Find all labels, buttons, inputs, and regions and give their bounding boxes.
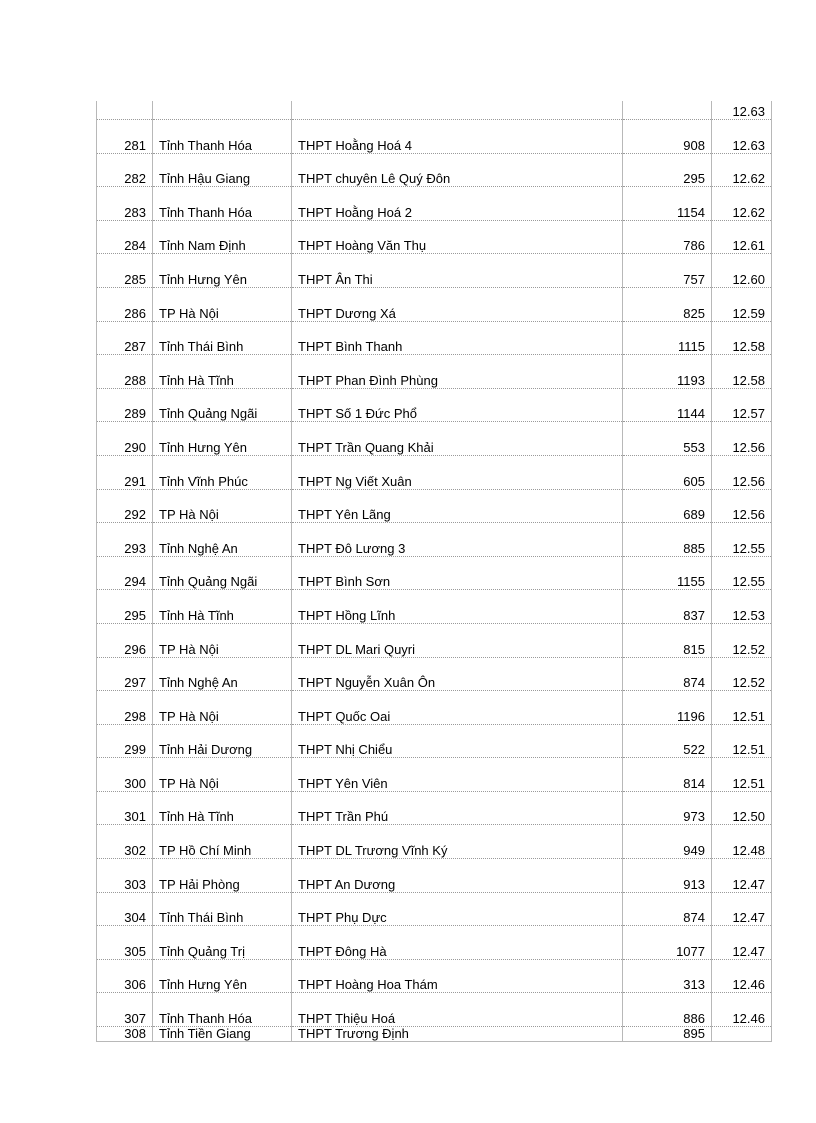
table-row bbox=[97, 355, 772, 389]
school-cell: THPT Hoàng Văn Thụ bbox=[292, 220, 623, 254]
school-cell: THPT Phụ Dực bbox=[292, 892, 623, 926]
table-body bbox=[97, 101, 772, 1042]
school-cell: THPT Bình Thanh bbox=[292, 321, 623, 355]
school-cell: THPT Trương Định bbox=[292, 1027, 623, 1042]
count-cell: 814 bbox=[623, 758, 712, 792]
province-cell bbox=[153, 101, 292, 120]
province-cell: Tỉnh Hưng Yên bbox=[153, 959, 292, 993]
count-cell: 295 bbox=[623, 153, 712, 187]
rank-cell bbox=[97, 101, 153, 120]
school-cell: THPT Hồng Lĩnh bbox=[292, 590, 623, 624]
count-cell: 522 bbox=[623, 724, 712, 758]
score-cell: 12.62 bbox=[712, 153, 772, 187]
score-cell: 12.63 bbox=[712, 120, 772, 154]
score-cell: 12.56 bbox=[712, 455, 772, 489]
school-cell: THPT DL Trương Vĩnh Ký bbox=[292, 825, 623, 859]
table-row bbox=[97, 859, 772, 893]
province-cell: Tỉnh Hà Tĩnh bbox=[153, 355, 292, 389]
school-cell bbox=[292, 101, 623, 120]
score-cell: 12.55 bbox=[712, 556, 772, 590]
province-cell: Tỉnh Hà Tĩnh bbox=[153, 590, 292, 624]
count-cell: 1154 bbox=[623, 187, 712, 221]
table-row bbox=[97, 724, 772, 758]
count-cell: 895 bbox=[623, 1027, 712, 1042]
province-cell: Tỉnh Quảng Trị bbox=[153, 926, 292, 960]
count-cell: 973 bbox=[623, 791, 712, 825]
rank-cell: 286 bbox=[97, 287, 153, 321]
school-cell: THPT Yên Viên bbox=[292, 758, 623, 792]
table-row bbox=[97, 101, 772, 120]
rank-cell: 292 bbox=[97, 489, 153, 523]
score-cell: 12.61 bbox=[712, 220, 772, 254]
score-cell: 12.47 bbox=[712, 859, 772, 893]
rank-cell: 307 bbox=[97, 993, 153, 1027]
school-cell: THPT Trần Quang Khải bbox=[292, 422, 623, 456]
province-cell: TP Hà Nội bbox=[153, 287, 292, 321]
school-cell: THPT Nhị Chiểu bbox=[292, 724, 623, 758]
score-cell: 12.46 bbox=[712, 993, 772, 1027]
province-cell: Tỉnh Hải Dương bbox=[153, 724, 292, 758]
province-cell: Tỉnh Nghệ An bbox=[153, 657, 292, 691]
school-cell: THPT Quốc Oai bbox=[292, 691, 623, 725]
table-row bbox=[97, 388, 772, 422]
score-cell: 12.59 bbox=[712, 287, 772, 321]
rank-cell: 287 bbox=[97, 321, 153, 355]
province-cell: Tỉnh Thanh Hóa bbox=[153, 993, 292, 1027]
score-cell: 12.58 bbox=[712, 355, 772, 389]
count-cell: 553 bbox=[623, 422, 712, 456]
province-cell: Tỉnh Quảng Ngãi bbox=[153, 556, 292, 590]
count-cell: 885 bbox=[623, 523, 712, 557]
count-cell: 837 bbox=[623, 590, 712, 624]
table-row bbox=[97, 556, 772, 590]
school-cell: THPT Hoàng Hoa Thám bbox=[292, 959, 623, 993]
school-cell: THPT An Dương bbox=[292, 859, 623, 893]
count-cell: 786 bbox=[623, 220, 712, 254]
table-row bbox=[97, 1027, 772, 1042]
school-cell: THPT Trần Phú bbox=[292, 791, 623, 825]
score-cell bbox=[712, 1027, 772, 1042]
rank-cell: 284 bbox=[97, 220, 153, 254]
count-cell: 874 bbox=[623, 892, 712, 926]
province-cell: TP Hải Phòng bbox=[153, 859, 292, 893]
count-cell: 908 bbox=[623, 120, 712, 154]
score-cell: 12.47 bbox=[712, 892, 772, 926]
score-cell: 12.46 bbox=[712, 959, 772, 993]
score-cell: 12.63 bbox=[712, 101, 772, 120]
school-cell: THPT Bình Sơn bbox=[292, 556, 623, 590]
province-cell: TP Hồ Chí Minh bbox=[153, 825, 292, 859]
count-cell: 825 bbox=[623, 287, 712, 321]
table-row bbox=[97, 590, 772, 624]
score-cell: 12.57 bbox=[712, 388, 772, 422]
province-cell: Tỉnh Hưng Yên bbox=[153, 422, 292, 456]
count-cell: 815 bbox=[623, 623, 712, 657]
count-cell: 313 bbox=[623, 959, 712, 993]
province-cell: Tỉnh Thái Bình bbox=[153, 321, 292, 355]
rank-cell: 305 bbox=[97, 926, 153, 960]
table-row bbox=[97, 791, 772, 825]
table-row bbox=[97, 926, 772, 960]
score-cell: 12.55 bbox=[712, 523, 772, 557]
school-cell: THPT Hoằng Hoá 2 bbox=[292, 187, 623, 221]
count-cell: 1193 bbox=[623, 355, 712, 389]
count-cell: 1144 bbox=[623, 388, 712, 422]
score-cell: 12.51 bbox=[712, 724, 772, 758]
table-row bbox=[97, 287, 772, 321]
score-cell: 12.48 bbox=[712, 825, 772, 859]
score-cell: 12.60 bbox=[712, 254, 772, 288]
rank-cell: 283 bbox=[97, 187, 153, 221]
score-cell: 12.47 bbox=[712, 926, 772, 960]
school-cell: THPT Hoằng Hoá 4 bbox=[292, 120, 623, 154]
table-row bbox=[97, 153, 772, 187]
province-cell: Tỉnh Thanh Hóa bbox=[153, 120, 292, 154]
school-cell: THPT Nguyễn Xuân Ôn bbox=[292, 657, 623, 691]
score-cell: 12.53 bbox=[712, 590, 772, 624]
score-cell: 12.51 bbox=[712, 758, 772, 792]
rank-cell: 306 bbox=[97, 959, 153, 993]
count-cell: 1077 bbox=[623, 926, 712, 960]
score-cell: 12.58 bbox=[712, 321, 772, 355]
table-row bbox=[97, 959, 772, 993]
province-cell: Tỉnh Nghệ An bbox=[153, 523, 292, 557]
table-row bbox=[97, 120, 772, 154]
school-cell: THPT Ng Viết Xuân bbox=[292, 455, 623, 489]
count-cell: 689 bbox=[623, 489, 712, 523]
rank-cell: 290 bbox=[97, 422, 153, 456]
rank-cell: 288 bbox=[97, 355, 153, 389]
table-row bbox=[97, 623, 772, 657]
rank-cell: 297 bbox=[97, 657, 153, 691]
province-cell: Tỉnh Thanh Hóa bbox=[153, 187, 292, 221]
school-cell: THPT Số 1 Đức Phổ bbox=[292, 388, 623, 422]
province-cell: Tỉnh Vĩnh Phúc bbox=[153, 455, 292, 489]
table-row bbox=[97, 321, 772, 355]
school-cell: THPT Đông Hà bbox=[292, 926, 623, 960]
school-cell: THPT chuyên Lê Quý Đôn bbox=[292, 153, 623, 187]
table-row bbox=[97, 455, 772, 489]
rank-cell: 295 bbox=[97, 590, 153, 624]
table-row bbox=[97, 993, 772, 1027]
province-cell: Tỉnh Tiền Giang bbox=[153, 1027, 292, 1042]
table-row bbox=[97, 254, 772, 288]
table-row bbox=[97, 657, 772, 691]
school-cell: THPT Phan Đình Phùng bbox=[292, 355, 623, 389]
rank-cell: 299 bbox=[97, 724, 153, 758]
province-cell: Tỉnh Hưng Yên bbox=[153, 254, 292, 288]
score-cell: 12.56 bbox=[712, 489, 772, 523]
rank-cell: 298 bbox=[97, 691, 153, 725]
count-cell bbox=[623, 101, 712, 120]
province-cell: TP Hà Nội bbox=[153, 758, 292, 792]
rank-cell: 302 bbox=[97, 825, 153, 859]
province-cell: TP Hà Nội bbox=[153, 489, 292, 523]
score-cell: 12.51 bbox=[712, 691, 772, 725]
province-cell: Tỉnh Hà Tĩnh bbox=[153, 791, 292, 825]
rank-cell: 308 bbox=[97, 1027, 153, 1042]
school-ranking-table bbox=[96, 101, 772, 1042]
rank-cell: 294 bbox=[97, 556, 153, 590]
rank-cell: 304 bbox=[97, 892, 153, 926]
score-cell: 12.52 bbox=[712, 623, 772, 657]
school-cell: THPT Dương Xá bbox=[292, 287, 623, 321]
rank-cell: 291 bbox=[97, 455, 153, 489]
rank-cell: 293 bbox=[97, 523, 153, 557]
rank-cell: 282 bbox=[97, 153, 153, 187]
province-cell: Tỉnh Quảng Ngãi bbox=[153, 388, 292, 422]
table-row bbox=[97, 422, 772, 456]
count-cell: 886 bbox=[623, 993, 712, 1027]
table-row bbox=[97, 892, 772, 926]
count-cell: 1196 bbox=[623, 691, 712, 725]
table-row bbox=[97, 523, 772, 557]
school-cell: THPT Ân Thi bbox=[292, 254, 623, 288]
score-cell: 12.56 bbox=[712, 422, 772, 456]
table-row bbox=[97, 758, 772, 792]
count-cell: 757 bbox=[623, 254, 712, 288]
rank-cell: 301 bbox=[97, 791, 153, 825]
school-cell: THPT DL Mari Quyri bbox=[292, 623, 623, 657]
score-cell: 12.52 bbox=[712, 657, 772, 691]
table-row bbox=[97, 489, 772, 523]
table-row bbox=[97, 825, 772, 859]
count-cell: 913 bbox=[623, 859, 712, 893]
rank-cell: 289 bbox=[97, 388, 153, 422]
rank-cell: 285 bbox=[97, 254, 153, 288]
rank-cell: 296 bbox=[97, 623, 153, 657]
school-cell: THPT Yên Lãng bbox=[292, 489, 623, 523]
rank-cell: 300 bbox=[97, 758, 153, 792]
count-cell: 874 bbox=[623, 657, 712, 691]
school-cell: THPT Thiệu Hoá bbox=[292, 993, 623, 1027]
school-cell: THPT Đô Lương 3 bbox=[292, 523, 623, 557]
count-cell: 605 bbox=[623, 455, 712, 489]
count-cell: 949 bbox=[623, 825, 712, 859]
count-cell: 1115 bbox=[623, 321, 712, 355]
table-row bbox=[97, 691, 772, 725]
score-cell: 12.62 bbox=[712, 187, 772, 221]
table-row bbox=[97, 187, 772, 221]
province-cell: TP Hà Nội bbox=[153, 691, 292, 725]
province-cell: TP Hà Nội bbox=[153, 623, 292, 657]
province-cell: Tỉnh Thái Bình bbox=[153, 892, 292, 926]
rank-cell: 303 bbox=[97, 859, 153, 893]
table-row bbox=[97, 220, 772, 254]
score-cell: 12.50 bbox=[712, 791, 772, 825]
count-cell: 1155 bbox=[623, 556, 712, 590]
rank-cell: 281 bbox=[97, 120, 153, 154]
province-cell: Tỉnh Hậu Giang bbox=[153, 153, 292, 187]
province-cell: Tỉnh Nam Định bbox=[153, 220, 292, 254]
